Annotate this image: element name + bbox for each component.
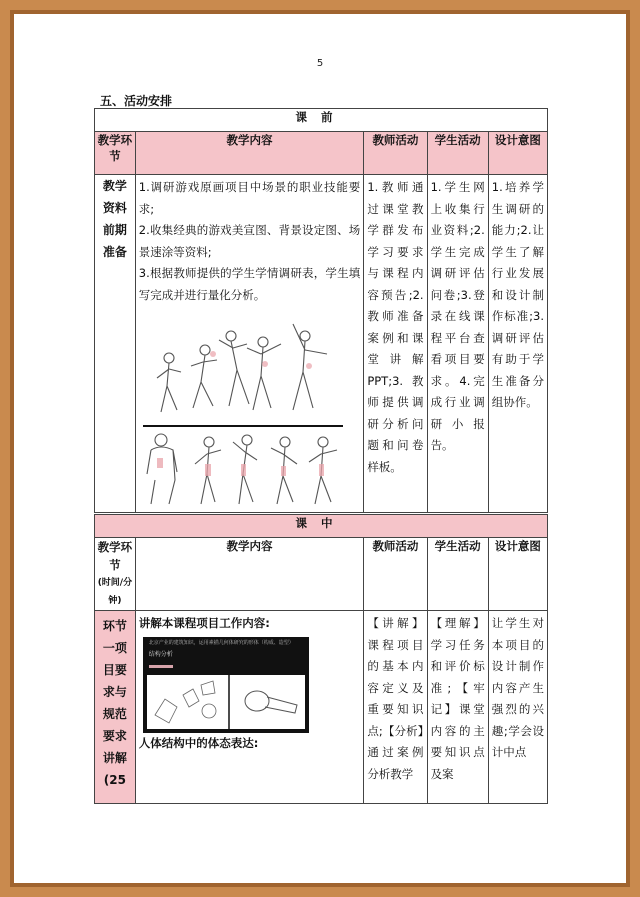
in-class-banner: 课中: [95, 514, 548, 538]
page-number: 5: [316, 58, 324, 69]
header-intent: 设计意图: [488, 132, 547, 175]
content-item-2: 2.收集经典的游戏美宣图、背景设定图、场景速涂等资料;: [138, 223, 361, 259]
image-accent-bar: [149, 665, 173, 668]
pre-class-teacher: 1.教师通过课堂教学群发布学习要求与课程内容预告;2.教师准备案例和课堂讲解PPT;3.教师提供调研分析问题和问卷样板。: [364, 175, 427, 514]
header-stage-time: [95, 538, 136, 611]
header-teacher-2: 教师活动: [364, 538, 427, 611]
pre-class-intent: 1.培养学生调研的能力;2.让学生了解行业发展和设计制作标准;3.调研评估有助于学生准备分组协作。: [488, 175, 547, 514]
header-time-label: (时间/分钟): [97, 578, 133, 606]
content-item-3: 3.根据教师提供的学生学情调研表，学生填写完成并进行量化分析。: [138, 266, 361, 302]
header-content-2: 教学内容: [135, 538, 364, 611]
activity-table: [94, 108, 548, 804]
section-title: 五、活动安排: [100, 94, 173, 108]
pre-class-banner: 课前: [95, 109, 548, 132]
in-class-stage-time: (25: [103, 773, 126, 787]
in-class-teacher: 【讲解】课程项目的基本内容定义及重要知识点;【分析】通过案例分析教学: [364, 611, 427, 804]
in-class-content: [135, 611, 364, 804]
in-class-student: 【理解】学习任务和评价标准;【牢记】课堂内容的主要知识点及案: [427, 611, 488, 804]
pre-class-header-row: [95, 132, 548, 175]
pre-class-student: 1.学生网上收集行业资料;2.学生完成调研评估问卷;3.登录在线课程平台查看项目要求。4.完成行业调研小报告。: [427, 175, 488, 514]
in-class-intent: 让学生对本项目的设计制作内容产生强烈的兴趣;学会设计中点: [488, 611, 547, 804]
content-subheading: 人体结构中的体态表达:: [138, 735, 259, 750]
pre-class-banner-row: [95, 109, 548, 132]
document-page: [14, 14, 626, 883]
header-student: 学生活动: [427, 132, 488, 175]
in-class-stage: [95, 611, 136, 804]
in-class-row: [95, 611, 548, 804]
image-sketch-panel: [147, 675, 305, 729]
image-caption: 北京产业的建筑知识，运用素描几何体研究的形体（构成、造型）: [148, 639, 294, 646]
pre-class-row: [95, 175, 548, 514]
header-stage-label: 教学环节: [97, 540, 133, 572]
content-item-1: 1.调研游戏原画项目中场景的职业技能要求;: [138, 180, 361, 216]
in-class-banner-row: [95, 514, 548, 538]
in-class-stage-title: 环节一项目要求与规范要求讲解: [102, 619, 127, 765]
header-intent-2: 设计意图: [488, 538, 547, 611]
header-stage: 教学环节: [95, 132, 136, 175]
in-class-header-row: [95, 538, 548, 611]
pre-class-content: [135, 175, 364, 514]
header-teacher: 教师活动: [364, 132, 427, 175]
geometry-sketch-icon: [147, 675, 305, 729]
header-content: 教学内容: [135, 132, 364, 175]
image-label: 结构分析: [148, 650, 173, 658]
pre-class-stage: 教学资料前期准备: [95, 175, 136, 514]
header-student-2: 学生活动: [427, 538, 488, 611]
figure-sketch-image: [143, 314, 357, 510]
structure-analysis-image: [143, 637, 309, 733]
content-heading: 讲解本课程项目工作内容:: [138, 616, 270, 630]
